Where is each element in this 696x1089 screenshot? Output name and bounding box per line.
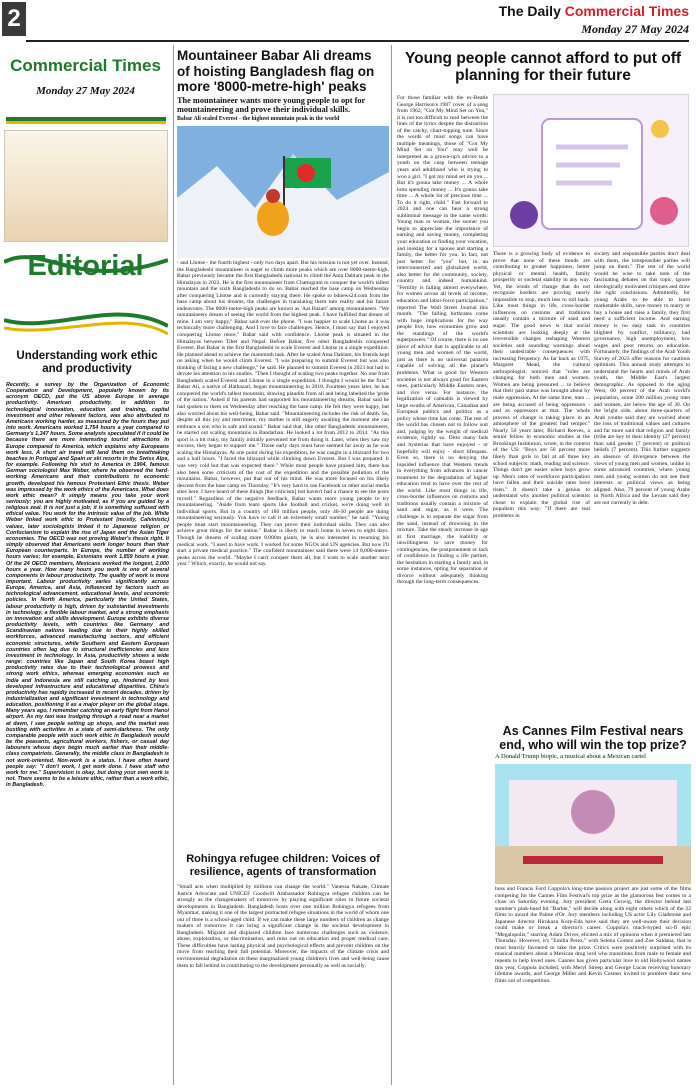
babar-photo xyxy=(177,126,389,258)
babar-kicker: Babar Ali scaled Everest - the highest mountain peak in the world xyxy=(177,116,340,122)
young-headline: Young people cannot afford to put off planning for their future xyxy=(404,50,682,84)
young-col2: There is a growing body of evidence to prove that none of these trends are contributing to greater happiness, better physical or mental health, family prosperity or societal stability in any way. Yet, the winds of change that do not recognize borders are proving nearly impossible to stop, much less to roll back. Like most things in life, cross-border influences on customs and traditions usually contain a mixture of sand and sugar. The good news is that social scientists are looking deeply at the irreversible changes reshaping Western societies and sounding warnings about their undesirable consequences with increasing frequency. As far back as 1975, Margaret Mead, the cultural anthropologist, noticed that "roles are changing for both men and women. Women are being pressured ... to believe that their past status was brought about by male oppression. At the same time, men ... are being accused of being oppressors - and as oppressors at that. The whole process of change is taking place in an atmosphere of the greatest bad temper." Nearly 50 years later, Richard Reeves, a senior fellow in economic studies at the Brookings Institution, wrote, in the context of the US: "Boys are 50 percent more likely than girls to fail at all three key school subjects: math, reading and science. Things don't get easier when boys grow up. Men's rates of workforce participation have fallen and their suicide rates have risen." It doesn't take a genius to understand why another political scientist chose to explain the global rise of populism this way: "If there are real problems in xyxy=(493,251,590,519)
editorial-decoration-panel xyxy=(4,130,168,242)
paper-prefix: The Daily xyxy=(498,3,561,19)
header-rule xyxy=(26,40,689,42)
babar-body: - and Lhotse - the fourth highest - only two days apart. But his mission is not yet over. Instead, the Bangladeshi mountaineer is eager to climb more peaks which are over 8000-metre-high. Babar previously became the first Bangladeshi national to climb the Ama Dablam peak in the Himalayas in 2022. He is the first mountaineer from Chattogram to conquer the world's tallest mountain and the sixth Bangladeshi to do so. Babar reached the base camp on Wednesday after conquering Lhotse and is currently staying there. He spoke to bdnews24.com from the base camp about his dreams, the challenges in translating them into reality and his future endeavours. The 8000-metre-high peaks are known as 'Aat Hazari' among mountaineers. "We mountaineers dream of seeing the world from the highest peak. I have fulfilled that dream of mine. I am very happy," Babar said over the phone. "I was happier to scale Lhotse as it was technically more challenging. And I love to face challenges. Hence, I must say that I enjoyed conquering Lhotse more," Babar said with confidence. Lhotse peak is situated in the Himalayas between Tibet and Nepal. Before Babar, five other Bangladeshis conquered Everest. But Babar is the first Bangladeshi to scale Everest and Lhotse in a single expedition. He planned ahead to achieve the mammoth task. After he scaled Ama Dablam, his friends kept on asking when he would climb Everest. "I was preparing to summit Everest but was also thinking of facing a new challenge," he said. He planned to summit Everest in 2023 but had to devote his attention to his studies. "Then I thought of scaling two peaks together. No one from Bangladesh scaled Everest and Lhotse in a single expedition. I thought I would be the first." Babar Ali, a native of Hathazari, began mountaineering in 2010. Fourteen years later, he has conquered the world's tallest mountain, drawing plaudits from all and being labelled the 'pride of the nation.' Asked if his parents had supported his mountaineering dreams, Babar said he had spoken to them on Wednesday after reaching the base camp. He felt they were happy, but also worried about his well-being, Babar said. "Mountaineering includes the risk of death. So, despite all this joy and merriment, my mother is still eagerly awaiting the moment she can embrace a son who is safe and sound." Babar said that, like other Bangladeshi mountaineers, he started out scaling mountains in Bandarban. He looked a lot from 2012 to 2014. "As this sport is a bit risky, my family initially prevented me from doing it. Later, when they saw my success, they began to support me." Those early days must have seemed far away as he was scaling the Himalayas. At one point during his expedition, he was caught in a blizzard for two and a half hours. "I faced the blizzard while climbing down Everest. But I was prepared. It was very cold but that was expected there." While most people have praised him, there has also been some criticism of the cost of the expedition and the possible pollution of the mountains. Babar, however, put that out of his mind. He was more focused on his likely descent from the base camp on Thursday. "It's very hard to use Facebook or other social media sites here. I have heard of these things [the criticism] but haven't had a chance to see the posts myself." Regardless of the negative feedback, Babar wants more young people to try mountaineering. "Aside from team sports like football and cricket, we're doing well in individual sports. But in a country of 180 million people, only 40-50 people are doing mountaineering seriously. You have to call it an extremely small number," he said. "Young people must start mountaineering. They can prove their individual skills. They can also achieve great things for the nation." Babar is likely to reach home in seven to eight days. Though he dreams of scaling more 8,000m giants, he is also interested in resuming his medical work. "I used to have work. I worked for some NGOs and UN agencies. But now I'll start a private medical practice." The confident mountaineer said there were 14 8,000-metre-peaks across the world. "Maybe I can't conquer them all, but I want to scale another next year." Which, exactly, he would not say. xyxy=(177,260,389,568)
paper-name xyxy=(499,3,689,19)
column-divider xyxy=(173,45,174,1085)
young-col1: For those familiar with the ex-Beatle George Harrison's 1987 cover of a song from 1962, "Got My Mind Set on You," it is not too difficult to read between the lines of the lyrics despite the distraction of the catchy, chart-topping tune. Since the words of most songs can have multiple meanings, those of "Got My Mind Set on You" may well be interpreted as a grown-up's advice to a youth on the cusp between teenage years and adulthood who is trying to woo a girl. "I got my mind set on you ... But it's gonna take money ... A whole lotta spending money ... It's gonna take time ... A whole lot of precious time ... To do it right, child." Fast forward to 2024 and one can hear a strong subliminal message in the same words: Young man or woman, the sooner you begin to appreciate the importance of earning and saving money, completing your education or finding your vocation, and looking for a spouse and starting a family, the better for you. In fact, not just better for "you" but, in an interconnected and globalized world, also better for the community, society, country and indeed humankind. "Fertility is falling almost everywhere, for women across all levels of income, education and labor-force participation," reported The Wall Street Journal this month. "The falling birthrates come with huge implications for the way people live, how economies grow and the standings of the world's superpowers." Of course, there is no one piece of advice that is applicable to all young men and women of the world, just as there is no universal panacea capable of solving all the planet's problems. What is good for Western societies is not always good for Eastern ones, particularly Middle Eastern ones, and vice versa. For instance, the legalization of cannabis is viewed by large swaths of American, Canadian and European publics and politics as a policy whose time has come. The rest of the world has chosen not to follow suit and, judging by the weight of medical evidence, rightly so. Ditto many fads and hysterias that have enjoyed - or hopefully will enjoy - short lifespans. Even so, there is no denying the lopsided influence that Western trends in everything from advances in cancer treatment to the degradation of higher education tend to have over the rest of the world. Like most things in life, cross-border influences on customs and traditions usually contain a mixture of sand and sugar, as it were. The challenge is to separate the sugar from the sand, instead of drowning in the mixture. Take the steady increase in age at first marriage, the inability or unwillingness to save money for contingencies, the postponement or lack of confidence in finding a life partner, the hesitation in starting a family and, in some instances, opting for separation or divorce without adequately thinking through the long-term consequences. xyxy=(397,95,488,586)
column-divider-2 xyxy=(391,45,392,1085)
cannes-body: boss and Francis Ford Coppola's long-time passion project are just some of the films competing for the Cannes Film Festival's top prize as the glamorous fest comes to a close on Saturday evening. Jury president Greta Gerwig, the director behind last summer's pink-hued hit "Barbie," will decide along with eight others which of the 22 films to award the Palme d'Or. Jury members including US actor Lily Gladstone and Japanese director Hirokazu Kore-Eda have said they are well-aware their decision could make or break a director's career. Coppola's much-hyped sci-fi epic "Megalopolis," starring Adam Driver, elicited a mix of opinions when it premiered last Thursday. However, it's "Emilia Perez," with Selena Gomez and Zoe Saldana, that is most heavily favoured to take the prize. Critics were positively surprised with its musical numbers about a Mexican drug lord who transitions from male to female and repents to help loved ones. Cannes has given particular love to old Hollywood names this year, Coppola included, with Meryl Streep and George Lucas receiving honorary lifetime awards, and George Miller and Kevin Costner invited to premiere their new films out of competition. xyxy=(495,886,691,984)
masthead-date: Monday 27 May 2024 xyxy=(36,85,135,97)
cannes-headline: As Cannes Film Festival nears end, who will win the top prize? xyxy=(499,724,687,752)
babar-deck: The mountaineer wants more young people to opt for mountaineering and prove their individual skills. xyxy=(177,96,366,115)
section-title: Editorial xyxy=(27,250,144,282)
young-illustration xyxy=(493,94,689,247)
young-col3: society and responsible parties don't deal with them, the irresponsible parties will jump on them." The rest of the world would be wise to take note of the fascinating debates on this topic, ignore ideologically motivated critiques and draw the right conclusions. Admittedly, for young Arabs to be able to learn marketable skills, save money to marry or buy a house and raise a family, they first need a sufficient income. And earning money is no easy task in countries blighted by conflict, militancy, bad governance, high unemployment, low wages and poor returns on education. Fortunately, the findings of the Arab Youth Survey of 2023 offer reasons for cautious optimism. This annual study attempts to understand the hearts and minds of Arab youth, the Middle East's largest demographic. As opposed to the aging West, 60 percent of the Arab world's population, some 200 million young men and women, are below the age of 30. On the bright side, about three-quarters of Arab youths said they are worried about the loss of traditional values and cultures and far more said that religion and family (tribe are key to their identity (27 percent) than said gender (7 percent) or political beliefs (7 percent). This further suggests an absence of divergence between the views of young men and women, unlike in some advanced countries, where young men and young women do not see their interests or political views as being aligned. Also, 79 percent of young Arabs in North Africa and the Levant said they are not currently in debt. xyxy=(594,251,690,506)
editorial-body: Recently, a survey by the Organization of Economic Cooperation and Development, popularly known by its acronym OECD, put the US above Europe in average productivity. American productivity, in addition to technological innovation, education and training, capital investment and other relevant factors, was also attributed to Americans working harder, as measured by the hours they put into work. Americans worked 1,754 hours a year compared to Germany's 1,347 hours. Some analysts speculated if it could be because there are more interesting tourist attractions in Europe compared to America, which explains why Europeans work less. A short air travel will land them on breathtaking beaches in Portugal and Spain or ski resorts in the Swiss Alps, for example. Following his visit to America in 1904, famous German sociologist Max Weber, where he observed the hard-working Americans and their contributions to economic growth, developed his famous Protestant Ethic thesis. Weber was impressed by the work ethics of the Americans. What does work ethic mean? It simply means you take your work seriously; you are highly motivated, as if you are guided by a religious zeal. It is not just a job; it is something suffused with ethical value. You work for the intrinsic value of the job. While Weber linked work ethic to Protestant (mostly, Calvinistic) values, later sociologists linked it to Japanese religion or Confucianism to explain the rise of Japan and the Asian Tiger economies. The OECD was not proving Weber's thesis right. It simply observed that Americans work longer hours than their European counterparts. In Europe, the number of working hours varies; for example, Estonians work 1,859 hours a year. Of the 24 OECD members, Mexicans worked the longest, 2,000 hours a year. How many hours you work is one of several components in labour productivity. The quality of work is more important. Labour productivity varies significantly across Europe, America, and Asia, influenced by factors such as technological advancement, educational levels, and economic policies. In North America, particularly the United States, labour productivity is high, driven by substantial investments in technology, a flexible labour market, and a strong emphasis on innovation and skills development. Europe exhibits diverse productivity levels, with countries like Germany and Scandinavian nations leading due to their highly skilled workforces, advanced manufacturing sectors, and efficient economic structures, while Southern and Eastern European countries often lag due to structural inefficiencies and less investment in technology. In Asia, productivity shows a wide range: countries like Japan and South Korea boast high productivity rates due to their technological prowess and strong work ethics, whereas emerging economies such as India and Indonesia are still catching up, hindered by less developed infrastructure and educational disparities. China's productivity has rapidly increased in recent decades, driven by industrialization and significant investment in technology and education, positioning it as a major player on the global stage. Many years ago, I remember catching an early flight from Hanoi airport. As my taxi was trudging through a road near a market at dawn, I saw people setting up shops, and the market was bustling with activities in a state of semi-darkness. The only comparable people with such work ethic in Bangladesh would be the peasants, agricultural workers, fishers, or casual day labourers whose days begin much earlier than their middle-class compatriots. Generally, the middle class in Bangladesh is not work-oriented. Non-work is a status. I have often heard people say: "I don't work, I get work done. I have staff who work for me." Supervision is okay, but doing your own work is not. There seems to be a leisure ethic, rather than a work ethic, in Bangladesh. xyxy=(6,382,169,789)
cannes-photo xyxy=(495,764,691,884)
page-number: 2 xyxy=(2,2,26,36)
rohingya-body: "Small acts when multiplied by millions can change the world." Vanessa Nakate, Climate Justice Advocate and UNICEF Goodwill Ambassador Rohingya refugee children can be strongly as the changemakers of tomorrow by playing significant roles in future societal developments in Bangladesh. Bangladesh hosts over one million Rohingya refugees from Myanmar, making it one of the largest protracted refugee situations in the world of whom one out of three is a school-aged child. If we can make these large numbers of children as change makers of tomorrow it can bring a significant change in the societal development in Bangladesh. Migrant and displaced children face numerous challenges such as violence, abuse, exploitation, or discrimination, and miss out on education and proper medical care. These difficulties have lasting physical and psychological effects and prevent children on the move from reaching their full potential. Moreover, the impacts of the climate crisis and environmental degradation on these marginalized young children's lives and well-being cause them to fall behind in contributing to the development personally as well as socially. xyxy=(177,884,389,969)
rohingya-headline: Rohingya refugee children: Voices of resilience, agents of transformation xyxy=(186,853,380,878)
cannes-deck: A Donald Trump biopic, a musical about a Mexican cartel xyxy=(495,753,646,760)
page-header xyxy=(0,0,696,40)
paper-title: Commercial Times xyxy=(564,3,689,19)
babar-headline: Mountaineer Babar Ali dreams of hoisting Bangladesh flag on more '8000-metre-high' peaks xyxy=(177,48,375,94)
masthead-title: Commercial Times xyxy=(10,56,161,75)
masthead-yellow-bar xyxy=(6,121,166,124)
header-date: Monday 27 May 2024 xyxy=(581,22,689,36)
editorial-headline: Understanding work ethic and productivity xyxy=(16,350,158,375)
